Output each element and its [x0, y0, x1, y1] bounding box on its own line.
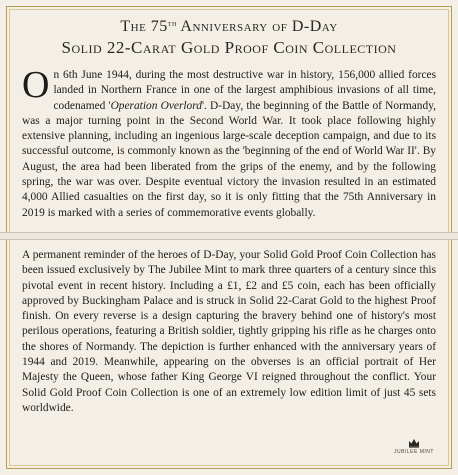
jubilee-mint-logo [394, 438, 434, 455]
paragraph-history-text-b: '. D-Day, the beginning of the Battle of Normandy, was a major turning point in the Second World War. It took place following highly extensive planning, including an ingenious large-scale deception campaign, and due to its successful outcome, is commonly known as the 'beginning of the end of World War II'. By August, the area had been liberated from the grips of the enemy, and by the following spring, the war was over. Despite eventual victory the invasion resulted in an estimated 4,000 Allied casualties on the first day, so it is only fitting that the 75th Anniversary in 2019 is marked with a series of commemorative events globally. [22, 99, 436, 219]
section-divider [0, 232, 458, 240]
logo-text: JUBILEE MINT [394, 449, 434, 455]
title-line-2: Solid 22-Carat Gold Proof Coin Collection [61, 38, 397, 57]
crown-icon [408, 438, 420, 448]
operation-name: Operation Overlord [110, 99, 202, 112]
paragraph-history [22, 64, 436, 221]
paragraph-history-text-a: n 6th June 1944, during the most destructive war in history, 156,000 allied forces landed in Northern France in one of the largest amphibious invasions of all time, codenamed ' [53, 69, 436, 112]
title-line-1: The 75th Anniversary of D-Day [120, 18, 338, 35]
paragraph-collection: A permanent reminder of the heroes of D-Day, your Solid Gold Proof Coin Collection has been issued exclusively by The Jubilee Mint to mark three quarters of a century since this pivotal event in recent history. Including a £1, £2 and £5 coin, each has been officially approved by Buckingham Palace and is struck in Solid 22-Carat Gold to the highest Proof finish. On every reverse is a design capturing the bravery behind one of history's most perilous operations, featuring a British soldier, tightly gripping his rifle as he charges onto the shores of Normandy. The depiction is further enhanced with the anniversary years of 1944 and 2019. Meanwhile, appearing on the obverses is an official portrait of Her Majesty the Queen, whose father King George VI reigned throughout the conflict. Your Solid Gold Proof Coin Collection is one of an extremely low edition limit of just 45 sets worldwide. [22, 249, 436, 414]
drop-cap: O [22, 64, 50, 106]
